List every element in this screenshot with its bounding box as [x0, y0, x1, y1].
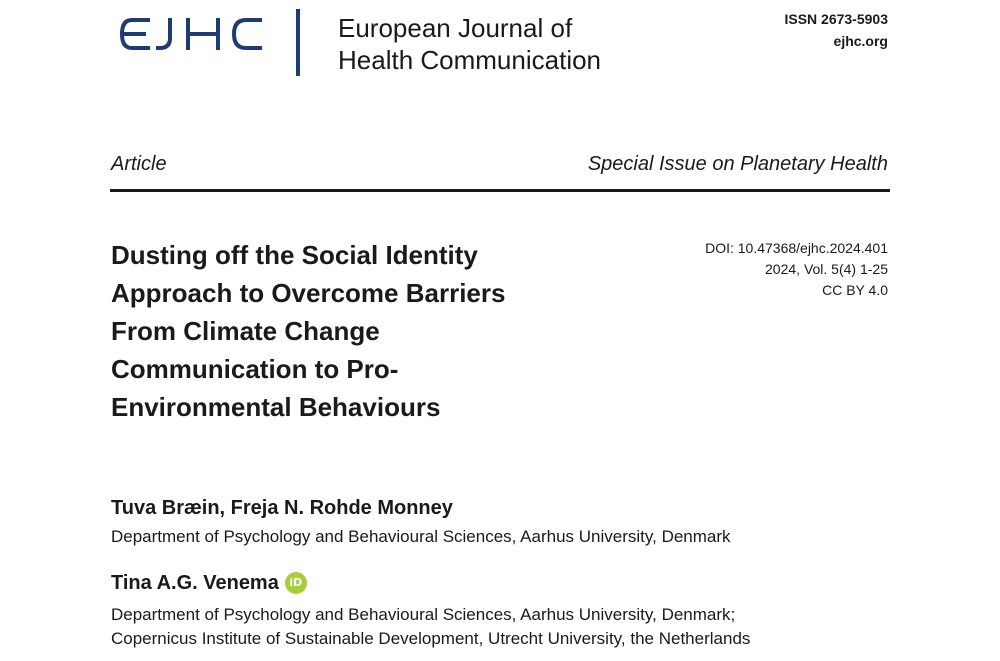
- journal-name-line2: Health Communication: [338, 45, 602, 75]
- volume-info: 2024, Vol. 5(4) 1-25: [765, 261, 888, 277]
- author-affiliation: Department of Psychology and Behavioural Sciences, Aarhus University, Denmark;: [111, 605, 736, 624]
- journal-name-line1: European Journal of: [338, 13, 573, 43]
- doi-link[interactable]: DOI: 10.47368/ejhc.2024.401: [705, 240, 888, 256]
- author-names: Tuva Bræin, Freja N. Rohde Monney: [111, 497, 453, 519]
- ejhc-logo: [118, 14, 268, 54]
- issn: ISSN 2673-5903: [784, 11, 888, 27]
- license-label: CC BY 4.0: [822, 282, 888, 298]
- article-metadata: [705, 238, 888, 301]
- article-type: Article: [111, 153, 167, 175]
- issn-block: [784, 8, 888, 52]
- author-affiliation: Department of Psychology and Behavioural Sciences, Aarhus University, Denmark: [111, 527, 731, 546]
- title-line: Dusting off the Social Identity: [111, 240, 478, 270]
- special-issue-label: Special Issue on Planetary Health: [587, 153, 888, 175]
- title-line: Communication to Pro-: [111, 354, 399, 384]
- title-line: From Climate Change: [111, 316, 380, 346]
- author-names: [111, 572, 307, 595]
- author-name: Tina A.G. Venema: [111, 572, 279, 594]
- title-line: Approach to Overcome Barriers: [111, 278, 506, 308]
- website-link[interactable]: ejhc.org: [833, 33, 888, 49]
- orcid-icon[interactable]: iD: [285, 572, 307, 594]
- header-rule: [110, 189, 890, 192]
- title-line: Environmental Behaviours: [111, 392, 441, 422]
- author-affiliation: Copernicus Institute of Sustainable Development, Utrecht University, the Netherlands: [111, 629, 751, 648]
- journal-name: [338, 12, 601, 76]
- logo-divider: [296, 9, 300, 76]
- article-title: [111, 236, 551, 426]
